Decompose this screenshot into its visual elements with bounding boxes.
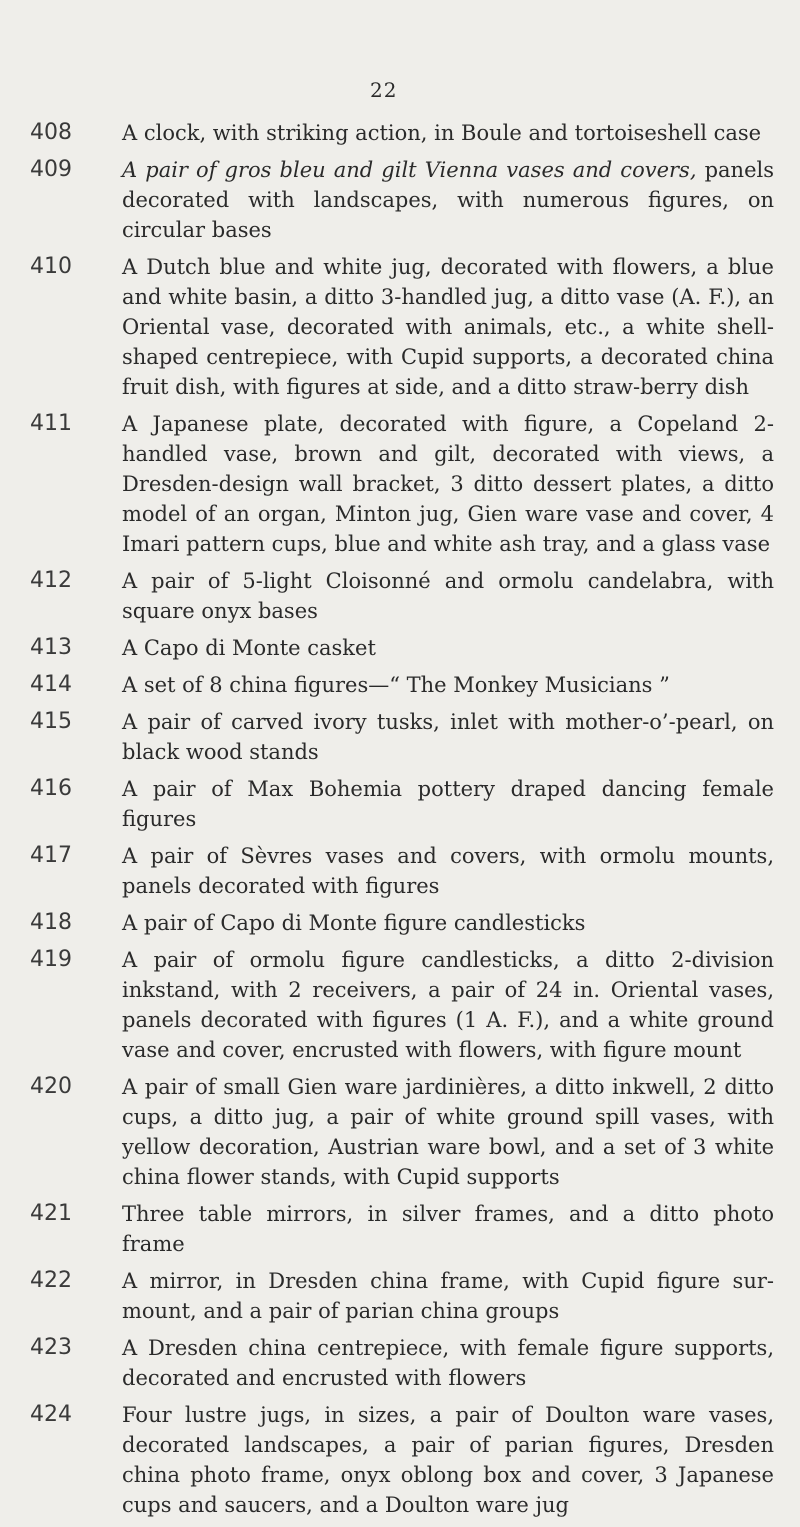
lot-description-text: A pair of ormolu figure candlesticks, a ditto 2-division inkstand, with 2 receivers, a pair of 24 in. Oriental vases, panels decorated with figures (1 A. F.), and a white ground vase and cover, encrusted with flowers, with figure mount: [122, 948, 774, 1062]
lot-number: 408: [30, 120, 72, 145]
lot-description-text: A Dutch blue and white jug, decorated with flowers, a blue and white basin, a ditto 3-handled jug, a ditto vase (A. F.), an Oriental vase, decorated with animals, etc., a white shell-shaped centrepiece, with Cupid supports, a decorated china fruit dish, with figures at side, and a ditto straw-berry dish: [122, 255, 774, 399]
lot-number: 422: [30, 1268, 72, 1293]
lot-number: 411: [30, 411, 72, 436]
lot-list: [0, 118, 800, 1527]
lot-description: [122, 1333, 774, 1393]
lot-description-text: Three table mirrors, in silver frames, and a ditto photo frame: [122, 1202, 774, 1256]
lot-item: [0, 1400, 800, 1520]
lot-description-italic: A pair of gros bleu and gilt Vienna vases and covers,: [122, 158, 697, 182]
lot-description: [122, 670, 774, 700]
lot-description: [122, 774, 774, 834]
lot-number: 414: [30, 672, 72, 697]
lot-description-text: panels decorated with landscapes, with numerous figures, on circular bases: [122, 158, 774, 242]
lot-item: [0, 774, 800, 834]
lot-description: [122, 945, 774, 1065]
lot-item: [0, 155, 800, 245]
lot-item: [0, 633, 800, 663]
lot-description: [122, 1400, 774, 1520]
lot-description-text: A pair of Max Bohemia pottery draped dancing female figures: [122, 777, 774, 831]
lot-description-text: A Dresden china centrepiece, with female figure supports, decorated and encrusted with flowers: [122, 1336, 774, 1390]
lot-item: [0, 1072, 800, 1192]
lot-number: 413: [30, 635, 72, 660]
lot-item: [0, 118, 800, 148]
page-number: 22: [370, 78, 398, 102]
lot-item: [0, 252, 800, 402]
lot-item: [0, 908, 800, 938]
lot-description: [122, 566, 774, 626]
lot-description: [122, 252, 774, 402]
lot-item: [0, 707, 800, 767]
lot-description-text: A set of 8 china figures—“ The Monkey Musicians ”: [122, 673, 670, 697]
lot-description-text: A Japanese plate, decorated with figure, a Copeland 2-handled vase, brown and gilt, decorated with views, a Dresden-design wall bracket, 3 ditto dessert plates, a ditto model of an organ, Minton jug, Gien ware vase and cover, 4 Imari pattern cups, blue and white ash tray, and a glass vase: [122, 412, 774, 556]
lot-description: [122, 155, 774, 245]
lot-number: 423: [30, 1335, 72, 1360]
lot-item: [0, 1199, 800, 1259]
lot-description: [122, 118, 774, 148]
lot-description-text: A mirror, in Dresden china frame, with Cupid figure sur-mount, and a pair of parian china groups: [122, 1269, 774, 1323]
lot-description: [122, 1266, 774, 1326]
lot-description: [122, 633, 774, 663]
lot-number: 417: [30, 843, 72, 868]
lot-description: [122, 1072, 774, 1192]
lot-item: [0, 1266, 800, 1326]
lot-description: [122, 409, 774, 559]
lot-number: 409: [30, 157, 72, 182]
lot-description: [122, 908, 774, 938]
lot-number: 418: [30, 910, 72, 935]
lot-number: 421: [30, 1201, 72, 1226]
lot-description: [122, 707, 774, 767]
lot-number: 420: [30, 1074, 72, 1099]
lot-description-text: A clock, with striking action, in Boule and tortoiseshell case: [122, 121, 762, 145]
lot-description-text: A Capo di Monte casket: [122, 636, 376, 660]
lot-description: [122, 1199, 774, 1259]
lot-description-text: A pair of carved ivory tusks, inlet with mother-o’-pearl, on black wood stands: [122, 710, 774, 764]
lot-number: 412: [30, 568, 72, 593]
lot-number: 415: [30, 709, 72, 734]
lot-item: [0, 409, 800, 559]
lot-item: [0, 566, 800, 626]
lot-item: [0, 945, 800, 1065]
lot-item: [0, 841, 800, 901]
lot-description-text: A pair of Sèvres vases and covers, with ormolu mounts, panels decorated with figures: [122, 844, 774, 898]
lot-number: 410: [30, 254, 72, 279]
lot-number: 419: [30, 947, 72, 972]
lot-number: 424: [30, 1402, 72, 1427]
lot-number: 416: [30, 776, 72, 801]
lot-item: [0, 1333, 800, 1393]
lot-description-text: A pair of 5-light Cloisonné and ormolu candelabra, with square onyx bases: [122, 569, 774, 623]
lot-description: [122, 841, 774, 901]
lot-description-text: A pair of small Gien ware jardinières, a ditto inkwell, 2 ditto cups, a ditto jug, a pair of white ground spill vases, with yellow decoration, Austrian ware bowl, and a set of 3 white china flower stands, with Cupid supports: [122, 1075, 774, 1189]
lot-description-text: A pair of Capo di Monte figure candlesticks: [122, 911, 586, 935]
lot-item: [0, 670, 800, 700]
lot-description-text: Four lustre jugs, in sizes, a pair of Doulton ware vases, decorated landscapes, a pair of parian figures, Dresden china photo frame, onyx oblong box and cover, 3 Japanese cups and saucers, and a Doulton ware jug: [122, 1403, 774, 1517]
